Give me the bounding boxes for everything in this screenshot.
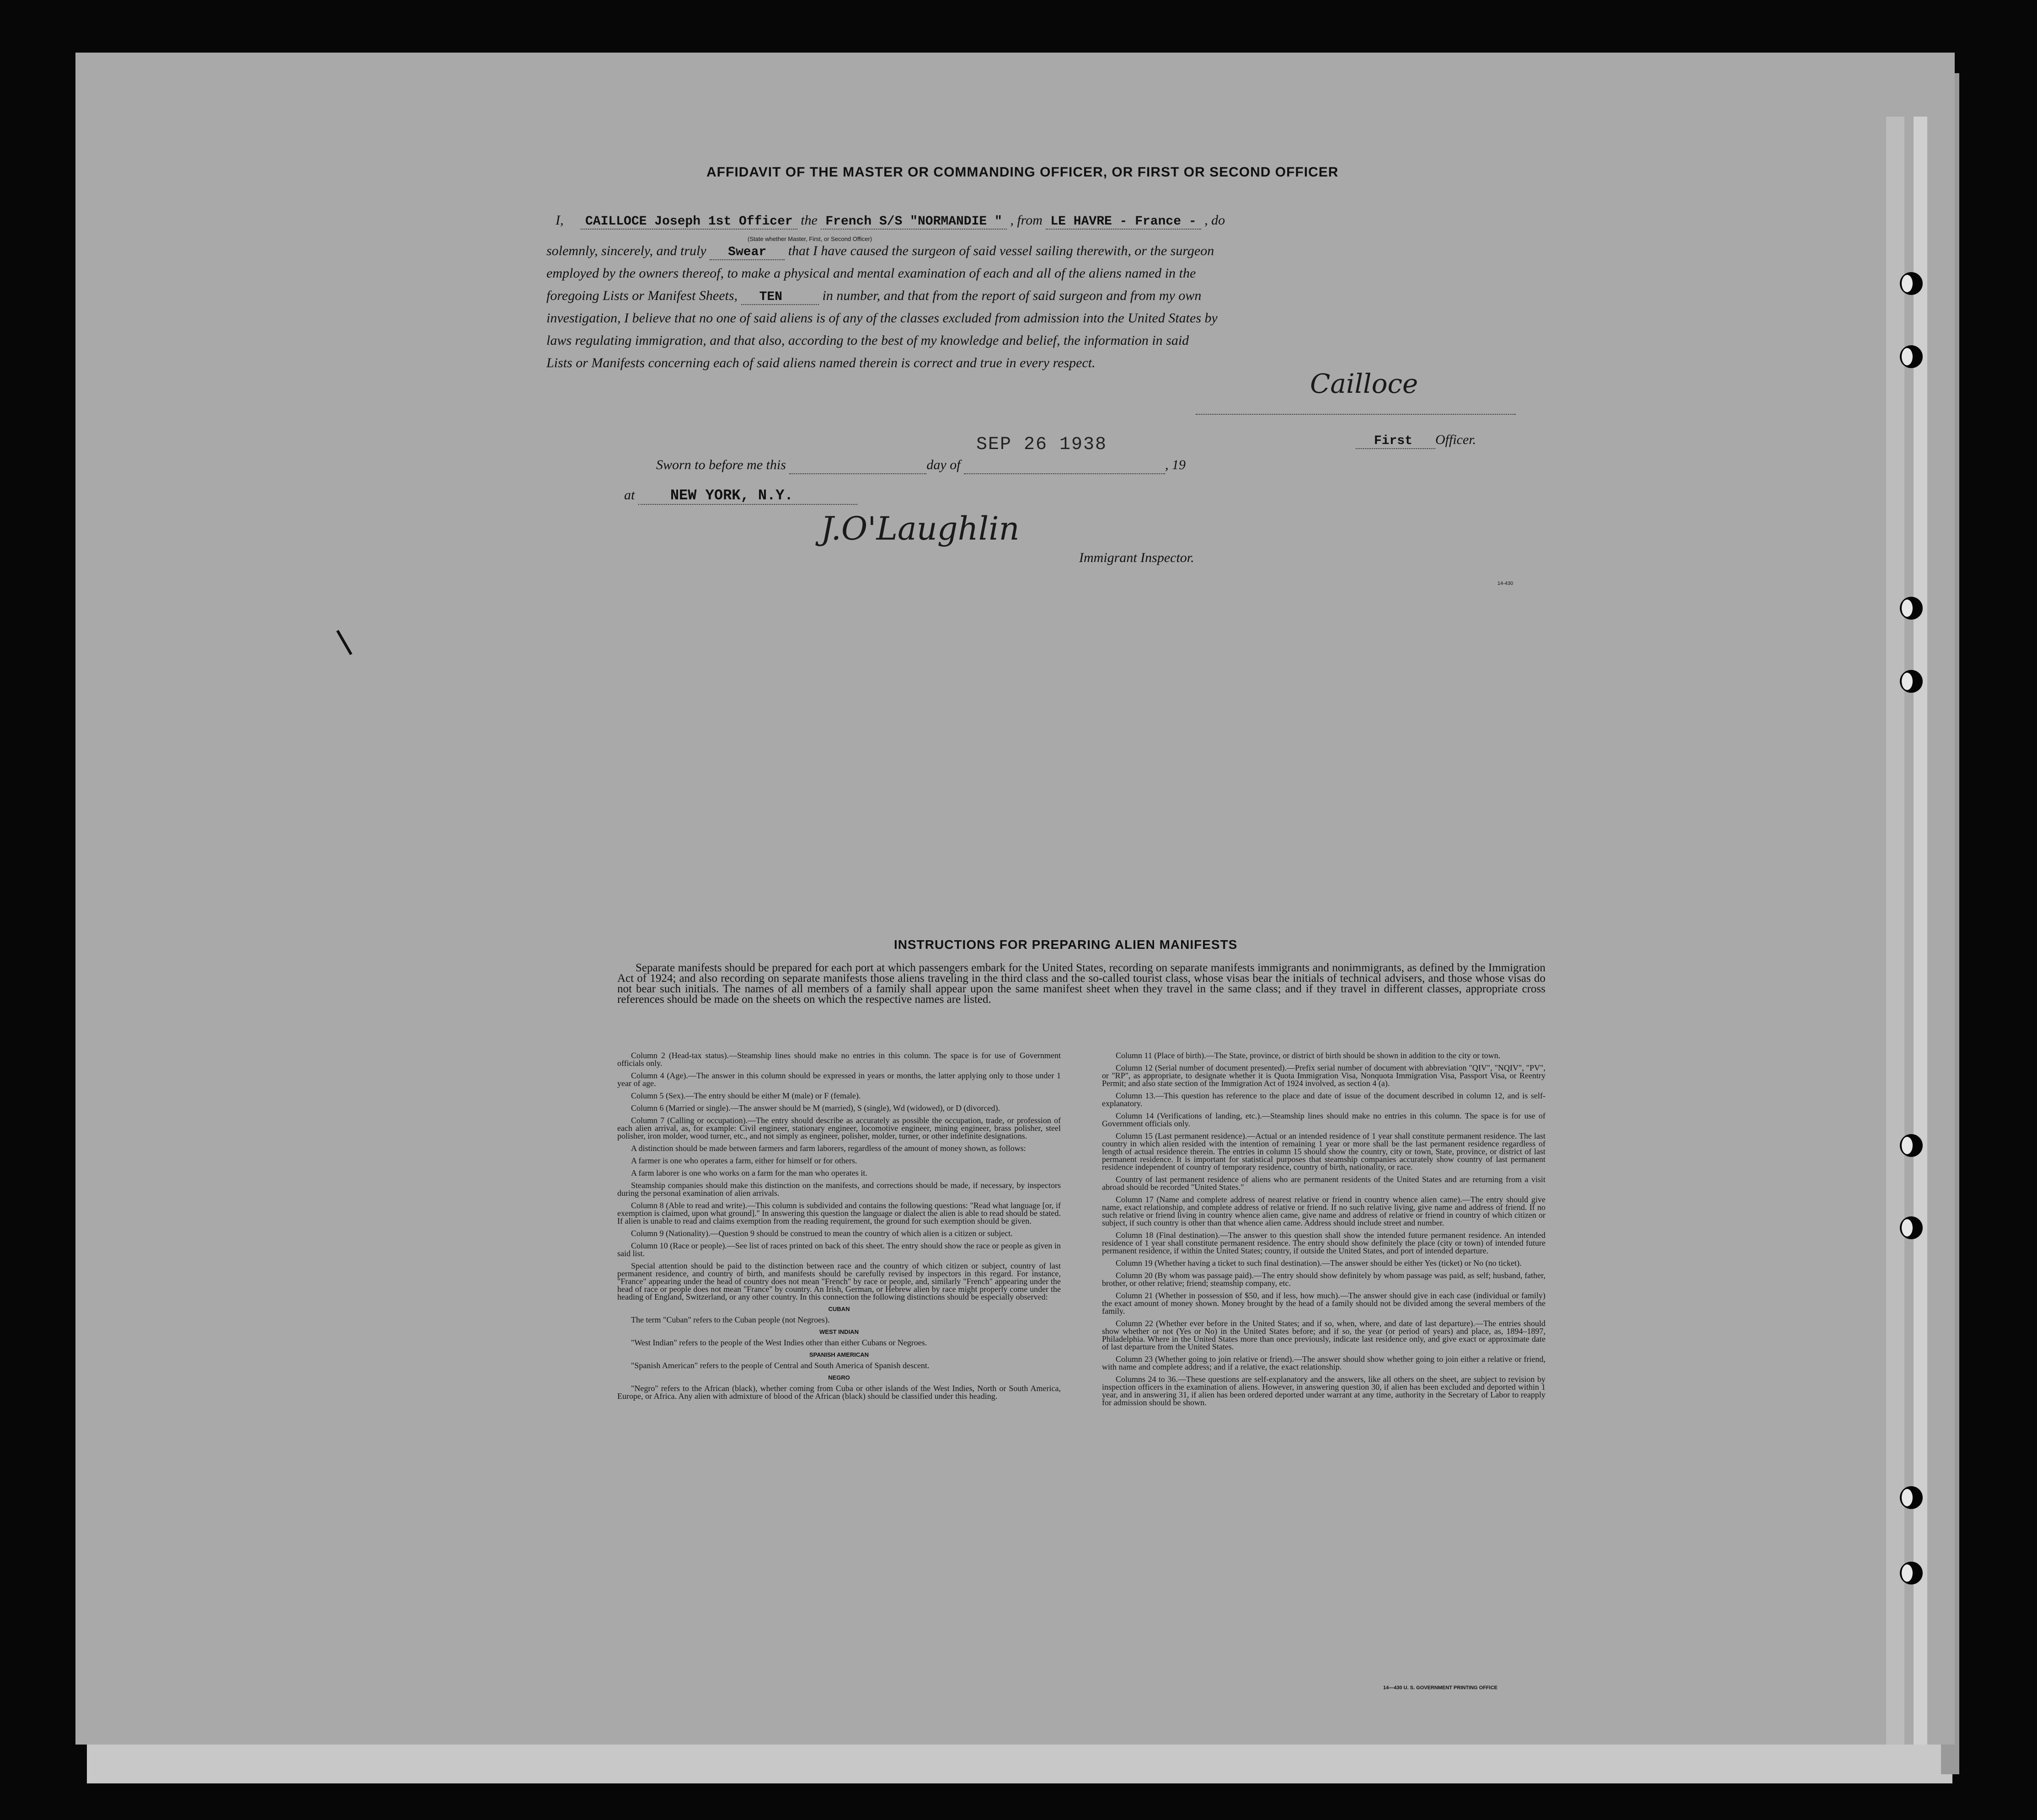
paragraph: Column 10 (Race or people).—See list of races printed on back of this sheet. The entry should show the race or people as given in said list. — [617, 1241, 1061, 1258]
inspector-title: Immigrant Inspector. — [1079, 550, 1194, 565]
paragraph: Column 18 (Final destination).—The answer to this question shall show the intended future permanent residence. An intended residence of 1 year shall constitute permanent residence. The entry should show definitely the place (city or town) of intended future permanent residence, if within the United States; country, if outside the United States, and port of intended departure. — [1102, 1231, 1545, 1255]
paragraph: Column 7 (Calling or occupation).—The entry should describe as accurately as possible the occupation, trade, or profession of each alien arrival, as, for example: Civil engineer, stationary engineer, locomotive engineer, mining engineer, brass polisher, steel polisher, iron molder, wood turner, etc., and not simply as engineer, polisher, molder, turner, or other indefinite designations. — [617, 1116, 1061, 1140]
place-field: NEW YORK, N.Y. — [638, 487, 857, 505]
punch-hole — [1900, 597, 1923, 620]
date-stamp: SEP 26 1938 — [976, 434, 1107, 455]
paragraph: Column 4 (Age).—The answer in this column should be expressed in years or months, the latter applying only to those under 1 year of age. — [617, 1071, 1061, 1088]
text: , do — [1204, 213, 1225, 228]
paragraph: "Negro" refers to the African (black), whether coming from Cuba or other islands of the West Indies, North or South America, Europe, or Africa. Any alien with admixture of blood of the African (black) should be classified under this heading. — [617, 1384, 1061, 1401]
paragraph: Column 17 (Name and complete address of nearest relative or friend in country whence alien came).—The entry should give name, exact relationship, and complete address of relative or friend. If no such relative living, give name and address of friend. If no such relative or friend living in country whence alien came, give name and address of relative or friend in country of which citizen or subject, if such country is other than that whence alien came. Address should include street and number. — [1102, 1195, 1545, 1227]
text: , from — [1010, 213, 1043, 228]
paragraph: Column 23 (Whether going to join relative or friend).—The answer should show whether going to join either a relative or friend, with name and complete address; and if a relative, the exact relationship. — [1102, 1354, 1545, 1371]
rank-note: (State whether Master, First, or Second Officer) — [748, 236, 872, 242]
rank-field: First — [1356, 434, 1435, 449]
affidavit-line-2 — [546, 243, 1214, 259]
text: that I have caused the surgeon of said vessel sailing therewith, or the surgeon — [788, 243, 1214, 258]
paragraph: Columns 24 to 36.—These questions are self-explanatory and the answers, like all others on the sheet, are subject to revision by inspection officers in the examination of aliens. However, in answering question 30, if alien has been excluded and deported within 1 year, and in answering 31, if alien has been ordered deported under warrant at any time, authority in the Secretary of Labor to reapply for admission should be shown. — [1102, 1375, 1545, 1407]
text: , 19 — [1165, 457, 1186, 472]
sworn-month-field — [964, 459, 1165, 474]
place-line — [624, 487, 857, 504]
paragraph: A farmer is one who operates a farm, either for himself or for others. — [631, 1156, 857, 1165]
officer-rank-line — [1356, 432, 1476, 448]
paragraph: Column 5 (Sex).—The entry should be either M (male) or F (female). — [631, 1091, 861, 1100]
instructions-title: INSTRUCTIONS FOR PREPARING ALIEN MANIFESTS — [894, 937, 1238, 952]
manifest-page — [75, 53, 1955, 1745]
officer-name-field: CAILLOCE Joseph 1st Officer — [581, 214, 797, 230]
affidavit-line-4 — [546, 288, 1201, 304]
paragraph: Column 6 (Married or single).—The answer should be M (married), S (single), Wd (widowed), or D (divorced). — [631, 1103, 1000, 1113]
section-heading: WEST INDIAN — [819, 1328, 859, 1335]
punch-hole — [1900, 272, 1923, 295]
affidavit-line-3: employed by the owners thereof, to make a physical and mental examination of each and all of the aliens named in the — [546, 266, 1196, 281]
punch-hole — [1900, 345, 1923, 368]
paragraph: Column 8 (Able to read and write).—This column is subdivided and contains the following questions: "Read what language [or, if exemption is claimed, upon what ground]." In answering this question the language or dialect the alien is able to read should be stated. If alien is unable to read and claims exemption from the reading requirement, the ground for such exemption should be given. — [617, 1201, 1061, 1226]
paragraph: Steamship companies should make this distinction on the manifests, and corrections should be made, if necessary, by inspectors during the personal examination of alien arrivals. — [617, 1181, 1061, 1198]
punch-hole — [1900, 1216, 1923, 1239]
paragraph: Column 9 (Nationality).—Question 9 should be construed to mean the country of which alien is a citizen or subject. — [631, 1229, 1013, 1238]
affidavit-line-7: Lists or Manifests concerning each of said aliens named therein is correct and true in every respect. — [546, 355, 1096, 370]
affidavit-line-1 — [556, 213, 1225, 229]
sworn-line — [656, 457, 1186, 473]
paragraph: Column 15 (Last permanent residence).—Actual or an intended residence of 1 year shall constitute permanent residence. The last country in which alien resided with the intention of remaining 1 year or more shall be the last permanent residence regardless of length of actual residence therein. The entries in column 15 should show the country, city or town, State, province, or district of last permanent residence. It is important for statistical purposes that steamship companies accurately show country of last permanent residence independent of country of temporary residence, country of birth, nationality, or race. — [1102, 1131, 1545, 1172]
paragraph: Column 13.—This question has reference to the place and date of issue of the document described in column 12, and is self-explanatory. — [1102, 1091, 1545, 1108]
officer-signature: Cailloce — [1310, 368, 1418, 399]
text: foregoing Lists or Manifest Sheets, — [546, 288, 738, 303]
section-heading: CUBAN — [828, 1306, 850, 1312]
oath-field: Swear — [710, 245, 785, 260]
form-number: 14-430 — [1497, 581, 1513, 586]
paragraph: Country of last permanent residence of aliens who are permanent residents of the United States and are returning from a visit abroad should be recorded "United States." — [1102, 1175, 1545, 1192]
punch-hole — [1900, 1134, 1923, 1157]
paragraph: Column 2 (Head-tax status).—Steamship lines should make no entries in this column. The space is for use of Government officials only. — [617, 1051, 1061, 1068]
section-heading: SPANISH AMERICAN — [809, 1351, 869, 1358]
text: day of — [926, 457, 961, 472]
punch-hole — [1900, 670, 1923, 693]
rank-suffix: Officer. — [1435, 432, 1476, 447]
text: Sworn to before me this — [656, 457, 786, 472]
vessel-field: French S/S "NORMANDIE " — [821, 214, 1006, 230]
inspector-signature: J.O'Laughlin — [821, 510, 1020, 547]
paragraph: The term "Cuban" refers to the Cuban people (not Negroes). — [631, 1315, 830, 1324]
text: at — [624, 487, 635, 503]
port-field: LE HAVRE - France - — [1046, 214, 1201, 230]
text: the — [801, 213, 818, 228]
sworn-day-field — [789, 459, 926, 474]
sheet-count-field: TEN — [741, 290, 819, 305]
punch-hole — [1900, 1562, 1923, 1584]
punch-hole — [1900, 1486, 1923, 1509]
affidavit-line-6: laws regulating immigration, and that also, according to the best of my knowledge and belief, the information in said — [546, 333, 1189, 348]
paragraph: A distinction should be made between farmers and farm laborers, regardless of the amount of money shown, as follows: — [631, 1144, 1026, 1153]
instructions-left-column — [617, 1052, 1061, 1405]
margin-mark — [336, 630, 352, 655]
paragraph: Column 11 (Place of birth).—The State, province, or district of birth should be shown in addition to the city or town. — [1116, 1051, 1501, 1060]
paragraph: Column 20 (By whom was passage paid).—The entry should show definitely by whom passage was paid, as self; husband, father, brother, or other relative; friend; steamship company, etc. — [1102, 1271, 1545, 1288]
text: in number, and that from the report of said surgeon and from my own — [822, 288, 1202, 303]
paragraph: Column 21 (Whether in possession of $50, and if less, how much).—The answer should give in each case (individual or family) the exact amount of money shown. Money brought by the head of a family should not be divided among the several members of the family. — [1102, 1291, 1545, 1316]
printing-office-note: 14—430 U. S. GOVERNMENT PRINTING OFFICE — [1383, 1685, 1497, 1691]
instructions-intro: Separate manifests should be prepared for each port at which passengers embark for the United States, recording on separate manifests immigrants and nonimmigrants, as defined by the Immigration Act of 1924; and also recording on separate manifests those aliens traveling in the third class and the so-called tourist class, whose visas bear the initials of technical advisers, and those whose visas do not bear such initials. The names of all members of a family shall appear upon the same manifest sheet when they travel in the same class; and if they travel in different classes, appropriate cross references should be made on the sheets on which the respective names are listed. — [617, 962, 1545, 1006]
paragraph: Column 12 (Serial number of document presented).—Prefix serial number of document with abbreviation "QIV", "NQIV", "PV", or "RP", as appropriate, to designate whether it is Quota Immigration Visa, Nonquota Immigration Visa, Passport Visa, or Reentry Permit; and also state section of the Immigration Act of 1924 involved, as section 4 (a). — [1102, 1063, 1545, 1088]
paragraph: Column 22 (Whether ever before in the United States; and if so, when, where, and date of last departure).—The entries should show whether or not (Yes or No) in the United States before; and if so, the year (or period of years) and place, as, 1894–1897, Philadelphia. Where in the United States more than once previously, indicate last residence only, and give exact or approximate date of last departure from the United States. — [1102, 1319, 1545, 1351]
paragraph: Column 19 (Whether having a ticket to such final destination).—The answer should be either Yes (ticket) or No (no ticket). — [1116, 1258, 1522, 1268]
paragraph: Column 14 (Verifications of landing, etc.).—Steamship lines should make no entries in this column. The space is for use of Government officials only. — [1102, 1111, 1545, 1128]
paragraph: "West Indian" refers to the people of the West Indies other than either Cubans or Negroes. — [631, 1338, 927, 1347]
affidavit-title: AFFIDAVIT OF THE MASTER OR COMMANDING OFFICER, OR FIRST OR SECOND OFFICER — [706, 165, 1339, 180]
text: I, — [556, 213, 564, 228]
paragraph: Special attention should be paid to the distinction between race and the country of which citizen or subject, country of last permanent residence, and country of birth, and manifests should be carefully revised by inspectors in this regard. For instance, "France" appearing under the head of country does not mean "French" by race or people, and, similarly "French" appearing under the head of race or people does not mean "France" by country. An Irish, German, or Hebrew alien by race might properly come under the heading of England, Switzerland, or any other country. In this connection the following distinctions should be especially observed: — [617, 1261, 1061, 1301]
section-heading: NEGRO — [828, 1374, 850, 1381]
instructions-right-column — [1102, 1052, 1545, 1411]
paragraph: A farm laborer is one who works on a farm for the man who operates it. — [631, 1168, 867, 1178]
affidavit-line-5: investigation, I believe that no one of said aliens is of any of the classes excluded from admission into the United States by — [546, 310, 1218, 326]
officer-signature-line — [1196, 414, 1516, 415]
paragraph: "Spanish American" refers to the people of Central and South America of Spanish descent. — [631, 1361, 930, 1370]
text: solemnly, sincerely, and truly — [546, 243, 706, 258]
